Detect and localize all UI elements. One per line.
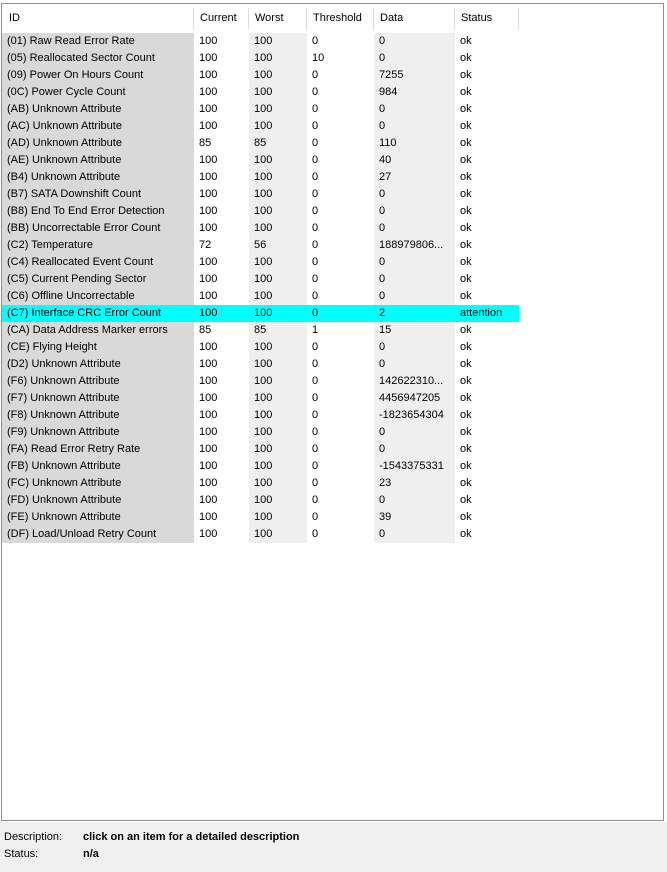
cell-worst: 100 [249,33,307,50]
column-header-current[interactable]: Current [194,8,249,29]
cell-data: 0 [374,271,455,288]
cell-data: 0 [374,203,455,220]
cell-status: ok [455,458,519,475]
cell-current: 100 [194,84,249,101]
table-row[interactable] [2,169,663,186]
table-row[interactable] [2,390,663,407]
cell-threshold: 0 [307,101,374,118]
table-row[interactable] [2,322,663,339]
cell-id: (C5) Current Pending Sector [2,271,194,288]
cell-data: 23 [374,475,455,492]
cell-id: (C6) Offline Uncorrectable [2,288,194,305]
cell-data: 0 [374,339,455,356]
table-row[interactable] [2,101,663,118]
status-value: n/a [83,848,99,860]
column-header-status[interactable]: Status [455,8,519,29]
table-row[interactable] [2,118,663,135]
cell-threshold: 0 [307,509,374,526]
cell-threshold: 0 [307,424,374,441]
cell-data: 0 [374,101,455,118]
cell-id: (AD) Unknown Attribute [2,135,194,152]
cell-threshold: 1 [307,322,374,339]
cell-id: (C4) Reallocated Event Count [2,254,194,271]
table-row[interactable] [2,186,663,203]
cell-threshold: 0 [307,492,374,509]
cell-threshold: 0 [307,407,374,424]
cell-id: (FA) Read Error Retry Rate [2,441,194,458]
cell-current: 100 [194,118,249,135]
cell-current: 100 [194,203,249,220]
cell-worst: 100 [249,288,307,305]
cell-data: 0 [374,356,455,373]
cell-threshold: 0 [307,237,374,254]
cell-data: 0 [374,288,455,305]
column-header-threshold[interactable]: Threshold [307,8,374,29]
cell-status: ok [455,254,519,271]
cell-id: (DF) Load/Unload Retry Count [2,526,194,543]
cell-id: (D2) Unknown Attribute [2,356,194,373]
cell-worst: 100 [249,441,307,458]
cell-id: (FB) Unknown Attribute [2,458,194,475]
table-row[interactable] [2,424,663,441]
table-row[interactable] [2,407,663,424]
cell-data: 188979806... [374,237,455,254]
cell-id: (01) Raw Read Error Rate [2,33,194,50]
table-header [2,4,663,33]
cell-threshold: 0 [307,305,374,322]
cell-id: (C7) Interface CRC Error Count [2,305,194,322]
cell-id: (AE) Unknown Attribute [2,152,194,169]
cell-worst: 100 [249,305,307,322]
cell-id: (CE) Flying Height [2,339,194,356]
status-label: Status: [4,848,39,860]
cell-current: 100 [194,407,249,424]
cell-status: ok [455,441,519,458]
cell-current: 100 [194,492,249,509]
cell-data: 39 [374,509,455,526]
cell-status: ok [455,339,519,356]
cell-current: 100 [194,475,249,492]
cell-worst: 56 [249,237,307,254]
cell-worst: 100 [249,220,307,237]
cell-id: (B4) Unknown Attribute [2,169,194,186]
table-row[interactable] [2,203,663,220]
cell-data: 2 [374,305,455,322]
cell-data: 984 [374,84,455,101]
cell-id: (FC) Unknown Attribute [2,475,194,492]
table-row[interactable] [2,135,663,152]
cell-status: ok [455,475,519,492]
cell-data: 0 [374,118,455,135]
cell-status: ok [455,407,519,424]
table-body [2,33,663,543]
cell-worst: 100 [249,118,307,135]
cell-threshold: 0 [307,373,374,390]
cell-threshold: 0 [307,84,374,101]
cell-status: attention [455,305,519,322]
cell-status: ok [455,118,519,135]
description-panel [0,822,667,872]
cell-data: 0 [374,33,455,50]
cell-worst: 100 [249,373,307,390]
cell-current: 100 [194,220,249,237]
cell-data: 0 [374,441,455,458]
cell-worst: 100 [249,186,307,203]
cell-id: (C2) Temperature [2,237,194,254]
table-row[interactable] [2,271,663,288]
table-row[interactable] [2,441,663,458]
column-header-data[interactable]: Data [374,8,455,29]
table-row[interactable] [2,237,663,254]
cell-status: ok [455,33,519,50]
cell-status: ok [455,509,519,526]
cell-current: 100 [194,424,249,441]
cell-worst: 100 [249,390,307,407]
cell-threshold: 0 [307,339,374,356]
cell-threshold: 0 [307,441,374,458]
description-value: click on an item for a detailed description [83,831,300,843]
cell-current: 100 [194,339,249,356]
cell-threshold: 0 [307,135,374,152]
cell-worst: 100 [249,475,307,492]
cell-threshold: 0 [307,220,374,237]
cell-current: 100 [194,33,249,50]
cell-current: 100 [194,186,249,203]
cell-worst: 85 [249,135,307,152]
cell-status: ok [455,101,519,118]
table-row[interactable] [2,33,663,50]
cell-threshold: 10 [307,50,374,67]
cell-id: (AC) Unknown Attribute [2,118,194,135]
cell-threshold: 0 [307,118,374,135]
cell-current: 85 [194,322,249,339]
cell-worst: 100 [249,271,307,288]
table-row[interactable] [2,458,663,475]
cell-threshold: 0 [307,356,374,373]
cell-worst: 100 [249,50,307,67]
cell-id: (BB) Uncorrectable Error Count [2,220,194,237]
cell-id: (05) Reallocated Sector Count [2,50,194,67]
cell-current: 100 [194,509,249,526]
cell-current: 100 [194,271,249,288]
cell-data: 0 [374,50,455,67]
cell-data: -1823654304 [374,407,455,424]
table-row[interactable] [2,356,663,373]
cell-status: ok [455,50,519,67]
cell-threshold: 0 [307,152,374,169]
cell-status: ok [455,356,519,373]
cell-worst: 100 [249,458,307,475]
cell-data: 27 [374,169,455,186]
cell-threshold: 0 [307,390,374,407]
cell-id: (AB) Unknown Attribute [2,101,194,118]
cell-threshold: 0 [307,271,374,288]
table-row[interactable] [2,373,663,390]
cell-current: 100 [194,526,249,543]
cell-id: (FD) Unknown Attribute [2,492,194,509]
cell-worst: 100 [249,492,307,509]
cell-current: 100 [194,441,249,458]
table-row[interactable] [2,492,663,509]
cell-status: ok [455,84,519,101]
table-row[interactable] [2,254,663,271]
cell-threshold: 0 [307,458,374,475]
cell-id: (F9) Unknown Attribute [2,424,194,441]
table-row[interactable] [2,67,663,84]
table-row[interactable] [2,220,663,237]
cell-status: ok [455,237,519,254]
cell-threshold: 0 [307,254,374,271]
cell-threshold: 0 [307,203,374,220]
cell-id: (CA) Data Address Marker errors [2,322,194,339]
cell-data: 0 [374,220,455,237]
cell-current: 100 [194,50,249,67]
cell-current: 100 [194,169,249,186]
cell-worst: 100 [249,203,307,220]
cell-worst: 85 [249,322,307,339]
cell-status: ok [455,288,519,305]
cell-threshold: 0 [307,475,374,492]
cell-worst: 100 [249,169,307,186]
cell-current: 100 [194,288,249,305]
cell-id: (0C) Power Cycle Count [2,84,194,101]
cell-data: 110 [374,135,455,152]
cell-status: ok [455,186,519,203]
cell-status: ok [455,271,519,288]
cell-threshold: 0 [307,526,374,543]
cell-status: ok [455,373,519,390]
cell-status: ok [455,203,519,220]
status-line [0,846,667,863]
table-row[interactable] [2,475,663,492]
cell-id: (F8) Unknown Attribute [2,407,194,424]
cell-worst: 100 [249,254,307,271]
cell-current: 72 [194,237,249,254]
cell-data: 15 [374,322,455,339]
cell-threshold: 0 [307,288,374,305]
cell-current: 100 [194,373,249,390]
cell-worst: 100 [249,509,307,526]
cell-data: 40 [374,152,455,169]
cell-data: 0 [374,254,455,271]
table-row[interactable] [2,526,663,543]
description-label: Description: [4,831,63,843]
cell-status: ok [455,526,519,543]
cell-id: (B7) SATA Downshift Count [2,186,194,203]
column-header-id[interactable]: ID [2,8,194,29]
table-row[interactable] [2,152,663,169]
cell-status: ok [455,220,519,237]
cell-status: ok [455,424,519,441]
cell-status: ok [455,322,519,339]
cell-id: (B8) End To End Error Detection [2,203,194,220]
cell-current: 100 [194,254,249,271]
cell-status: ok [455,492,519,509]
cell-worst: 100 [249,67,307,84]
table-row[interactable] [2,84,663,101]
cell-id: (FE) Unknown Attribute [2,509,194,526]
cell-current: 100 [194,356,249,373]
cell-worst: 100 [249,407,307,424]
smart-attributes-table [1,3,664,821]
cell-current: 100 [194,458,249,475]
cell-worst: 100 [249,424,307,441]
cell-worst: 100 [249,339,307,356]
cell-status: ok [455,390,519,407]
cell-worst: 100 [249,356,307,373]
cell-threshold: 0 [307,33,374,50]
cell-status: ok [455,135,519,152]
cell-worst: 100 [249,152,307,169]
cell-data: 4456947205 [374,390,455,407]
column-header-worst[interactable]: Worst [249,8,307,29]
cell-data: 0 [374,492,455,509]
cell-data: 0 [374,526,455,543]
cell-status: ok [455,169,519,186]
table-row[interactable] [2,339,663,356]
cell-current: 100 [194,101,249,118]
cell-id: (F6) Unknown Attribute [2,373,194,390]
table-row[interactable] [2,50,663,67]
cell-data: 7255 [374,67,455,84]
cell-data: 142622310... [374,373,455,390]
cell-data: 0 [374,424,455,441]
description-line [0,829,667,846]
cell-current: 100 [194,390,249,407]
cell-id: (09) Power On Hours Count [2,67,194,84]
cell-data: -1543375331 [374,458,455,475]
cell-current: 100 [194,152,249,169]
cell-status: ok [455,67,519,84]
table-row[interactable] [2,288,663,305]
cell-threshold: 0 [307,186,374,203]
cell-current: 100 [194,67,249,84]
cell-threshold: 0 [307,67,374,84]
cell-threshold: 0 [307,169,374,186]
cell-worst: 100 [249,526,307,543]
cell-status: ok [455,152,519,169]
cell-current: 85 [194,135,249,152]
cell-data: 0 [374,186,455,203]
table-row[interactable] [2,509,663,526]
cell-id: (F7) Unknown Attribute [2,390,194,407]
cell-worst: 100 [249,101,307,118]
table-row[interactable] [2,305,663,322]
cell-worst: 100 [249,84,307,101]
cell-current: 100 [194,305,249,322]
